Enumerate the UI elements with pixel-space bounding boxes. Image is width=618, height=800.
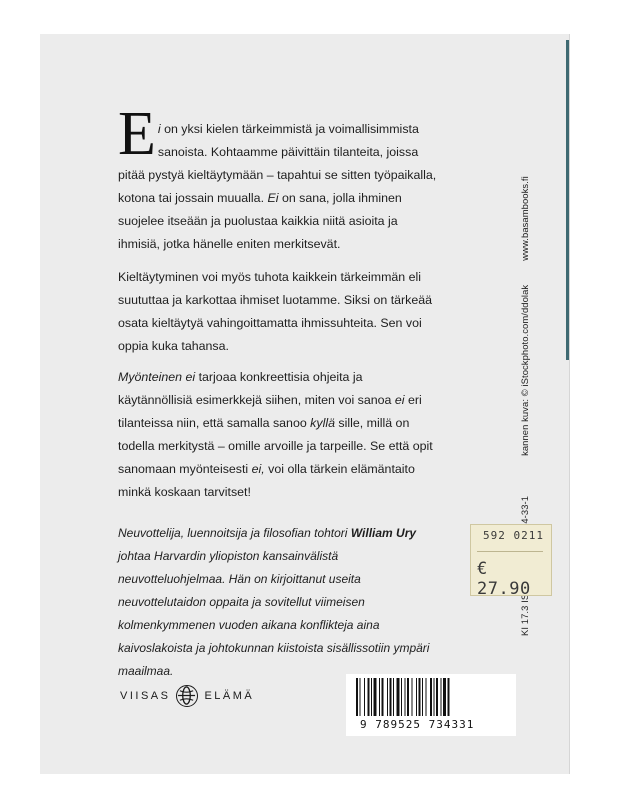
sticker-code: 592 0211 [483,529,544,542]
blurb-italic-ei: ei, [251,462,265,476]
drop-cap: E [118,100,156,168]
blurb-text: on yksi kielen tärkeimmistä ja voimallisimmista sanoista. Kohtaamme päivittäin tilanteita, joissa pitää pystyä kieltäytymään – tapahtui se sitten työpaikalla, kotona tai jossain muualla. [118,122,437,205]
blurb-paragraph-3 [118,366,438,504]
barcode-bars [352,678,504,718]
sticker-price: € 27.90 [477,559,531,599]
sticker-divider [477,551,543,552]
publisher-logo [120,684,254,708]
isbn-barcode [346,674,516,736]
blurb-italic-ei: Ei [267,191,279,205]
blurb-text: sille, millä on todella merkitystä – omille arvoille ja tarpeille. Se että opit sanomaan myönteisesti [118,416,433,476]
blurb-italic-ei: ei [394,393,405,407]
barcode-number: 9 789525 734331 [360,718,475,731]
author-bio-text: Neuvottelija, luennoitsija ja filosofian tohtori [118,526,351,540]
price-sticker [470,524,552,599]
blurb-italic-i: i [157,122,161,136]
blurb-text: voi olla tärkein elämäntaito minkä koskaan tarvitset! [118,462,415,499]
blurb-paragraph-2: Kieltäytyminen voi myös tuhota kaikkein tärkeimmän eli suututtaa ja karkottaa ihmiset luotamme. Siksi on tärkeää osata kieltäytyä vahingoittamatta ihmissuhteita. Sen voi oppia kuka tahansa. [118,270,433,353]
blurb-text: eri tilanteissa niin, että samalla sanoo [118,393,422,430]
blurb-text: on sana, jolla ihminen suojelee itseään ja puolustaa kaikkia niitä asioita ja ihmisiä, jotka hänelle eniten merkitsevät. [118,191,402,251]
author-bio [118,522,438,683]
cover-credit: kannen kuva: © iStockphoto.com/ddolak [519,284,530,456]
blurb-paragraph-1 [118,100,438,256]
blurb-italic-kylla: kyllä [310,416,335,430]
author-name: William Ury [350,526,417,540]
spine-accent-line [566,40,569,360]
publisher-name-left: VIISAS [120,690,171,702]
blurb-text: tarjoaa konkreettisia ohjeita ja käytännöllisiä esimerkkejä siihen, miten voi sanoa [118,370,395,407]
publisher-name-right: ELÄMÄ [204,690,255,702]
publisher-website: www.basambooks.fi [519,176,530,261]
author-bio-text: johtaa Harvardin yliopiston kansainvälistä neuvotteluohjelmaa. Hän on kirjoittanut useita neuvottelutaidon oppaita ja sovitellut viimeisen kolmenkymmenen vuoden aikana konflikteja aina kaivoslakoista ja johtokunnan kiistoista sisällissotiin ympäri maailmaa. [118,549,430,678]
book-title: Myönteinen ei [118,370,196,384]
globe-icon [176,685,198,707]
